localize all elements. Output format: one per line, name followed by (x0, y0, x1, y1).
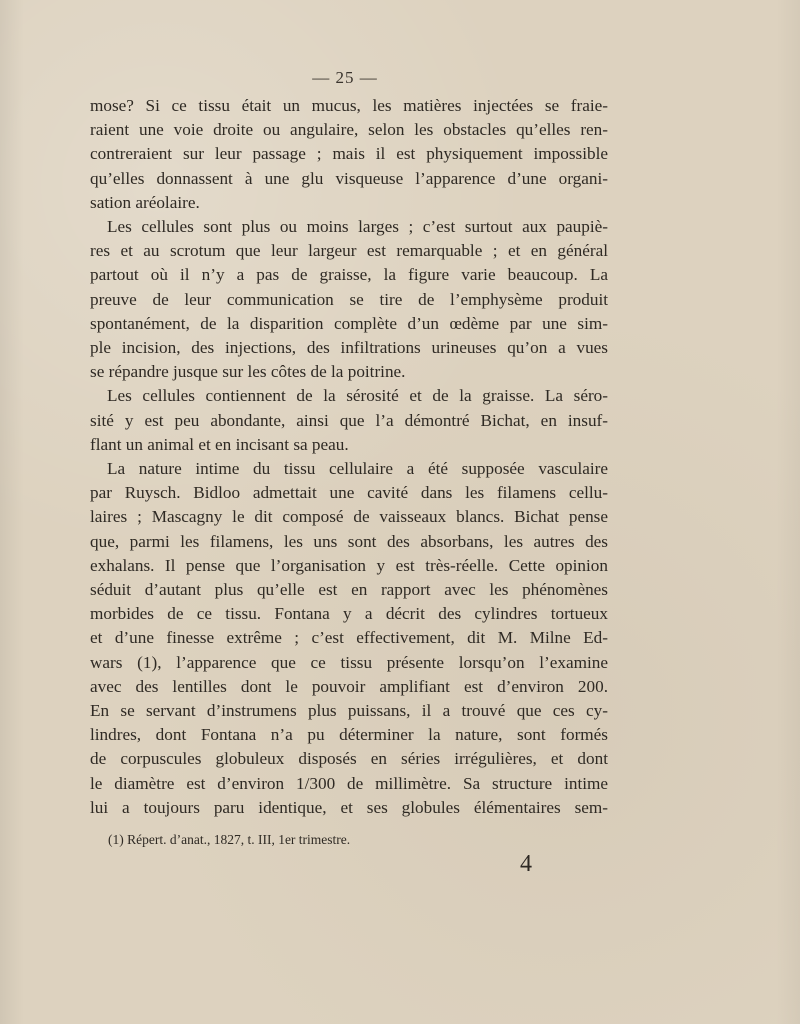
text-line: le diamètre est d’environ 1/300 de millimètre. Sa structure intime (90, 773, 608, 793)
text-line: raient une voie droite ou angulaire, selon les obstacles qu’elles ren- (90, 120, 608, 140)
text-line: que, parmi les filamens, les uns sont des absorbans, les autres des (90, 531, 608, 551)
text-line: preuve de leur communication se tire de l’emphysème produit (90, 289, 608, 309)
text-line: mose? Si ce tissu était un mucus, les matières injectées se fraie- (90, 96, 608, 115)
text-line: wars (1), l’apparence que ce tissu présente lorsqu’on l’examine (90, 652, 608, 672)
text-line: spontanément, de la disparition complète d’un œdème par une sim- (90, 313, 608, 333)
text-line: Les cellules contiennent de la sérosité et de la graisse. La séro- (107, 386, 608, 406)
text-line: En se servant d’instrumens plus puissans, il a trouvé que ces cy- (90, 701, 608, 721)
text-line: morbides de ce tissu. Fontana y a décrit des cylindres tortueux (90, 604, 608, 624)
text-line: partout où il n’y a pas de graisse, la figure varie beaucoup. La (90, 265, 608, 285)
text-line: Les cellules sont plus ou moins larges ; c’est surtout aux paupiè- (107, 217, 608, 237)
page-right-shadow (776, 0, 800, 1024)
text-line: lui a toujours paru identique, et ses globules élémentaires sem- (90, 797, 608, 817)
text-line: se répandre jusque sur les côtes de la poitrine. (90, 362, 406, 382)
text-line: res et au scrotum que leur largeur est remarquable ; et en général (90, 241, 608, 261)
text-line: laires ; Mascagny le dit composé de vaisseaux blancs. Bichat pense (90, 507, 608, 527)
page-left-shadow (0, 0, 24, 1024)
text-line: exhalans. Il pense que l’organisation y est très-réelle. Cette opinion (90, 555, 608, 575)
text-line: La nature intime du tissu cellulaire a été supposée vasculaire (107, 459, 608, 479)
text-line: ple incision, des injections, des infiltrations urineuses qu’on a vues (90, 338, 608, 358)
text-line: flant un animal et en incisant sa peau. (90, 434, 349, 454)
text-line: par Ruysch. Bidloo admettait une cavité dans les filamens cellu- (90, 483, 608, 503)
text-line: avec des lentilles dont le pouvoir amplifiant est d’environ 200. (90, 676, 608, 696)
text-line: qu’elles donnassent à une glu visqueuse l’apparence d’une organi- (90, 168, 608, 188)
footnote: (1) Répert. d’anat., 1827, t. III, 1er trimestre. (108, 832, 351, 847)
text-line: sité y est peu abondante, ainsi que l’a démontré Bichat, en insuf- (90, 410, 608, 430)
printer-signature-mark: 4 (520, 851, 532, 877)
text-line: contreraient sur leur passage ; mais il est physiquement impossible (90, 144, 608, 164)
text-line: sation aréolaire. (90, 192, 200, 212)
text-line: séduit d’autant plus qu’elle est en rapport avec les phénomènes (90, 580, 608, 600)
text-line: de corpuscules globuleux disposés en séries irrégulières, et dont (90, 749, 608, 769)
main-text-block (90, 94, 608, 820)
text-line: et d’une finesse extrême ; c’est effectivement, dit M. Milne Ed- (90, 628, 608, 648)
page-number: — 25 — (312, 68, 378, 87)
text-line: lindres, dont Fontana n’a pu déterminer la nature, sont formés (90, 725, 608, 745)
